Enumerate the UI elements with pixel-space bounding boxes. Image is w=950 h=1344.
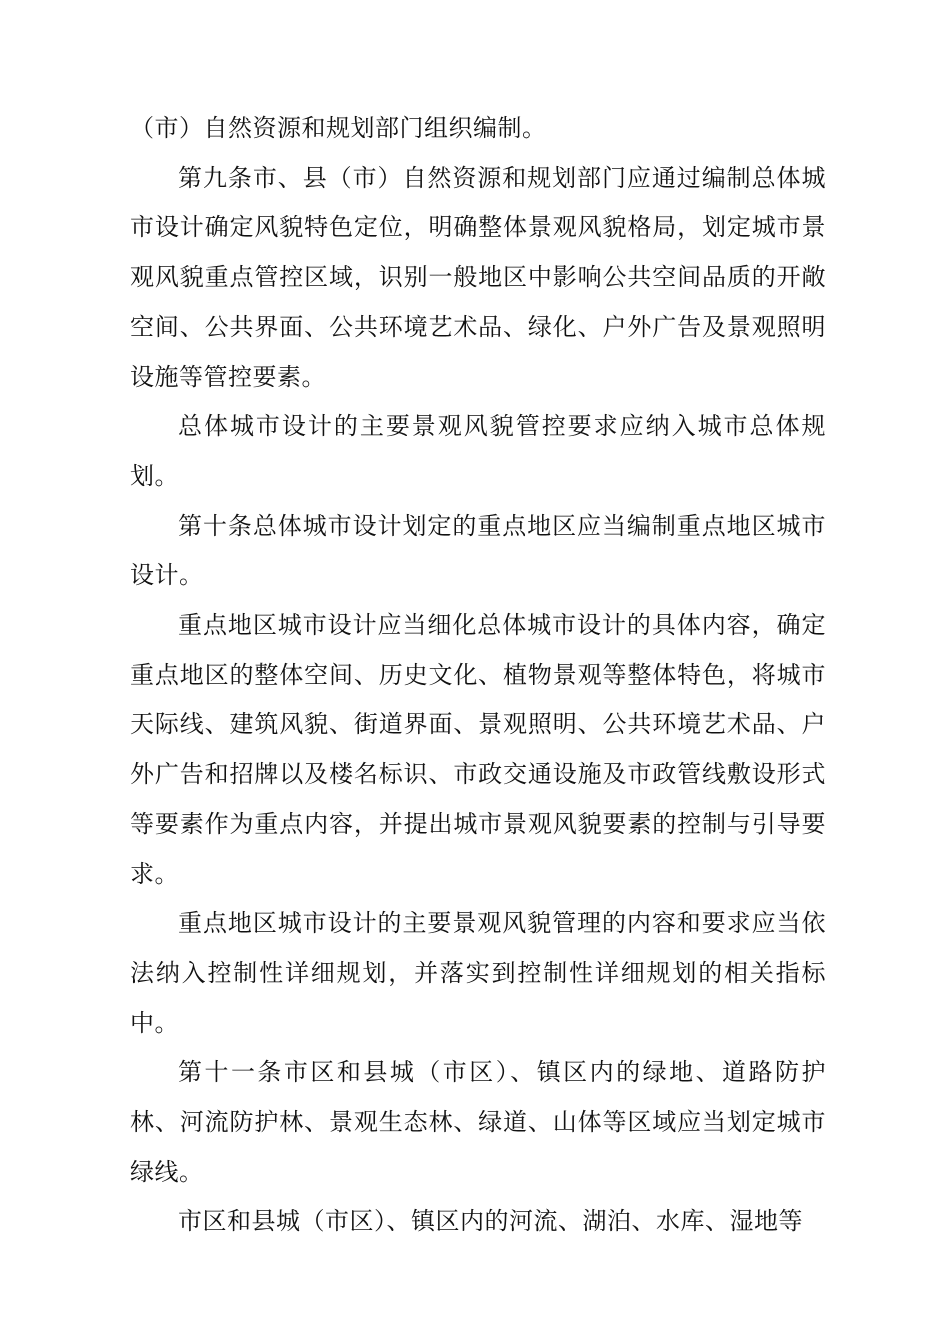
paragraph-continuation: （市）自然资源和规划部门组织编制。 [130, 114, 547, 142]
paragraph-article-11: 第十一条市区和县城（市区）、镇区内的绿地、道路防护林、河流防护林、景观生态林、绿道、山体等区域应当划定城市绿线。 [130, 1058, 826, 1186]
paragraph-key-area-design-content: 重点地区城市设计应当细化总体城市设计的具体内容，确定重点地区的整体空间、历史文化、植物景观等整体特色，将城市天际线、建筑风貌、街道界面、景观照明、公共环境艺术品、户外广告和招牌以及楼名标识、市政交通设施及市政管线敷设形式等要素作为重点内容，并提出城市景观风貌要素的控制与引导要求。 [130, 611, 826, 888]
paragraph-article-10: 第十条总体城市设计划定的重点地区应当编制重点地区城市设计。 [130, 511, 826, 590]
paragraph-article-9: 第九条市、县（市）自然资源和规划部门应通过编制总体城市设计确定风貌特色定位，明确整体景观风貌格局，划定城市景观风貌重点管控区域，识别一般地区中影响公共空间品质的开敞空间、公共界面、公共环境艺术品、绿化、户外广告及景观照明设施等管控要素。 [130, 163, 826, 391]
paragraph-overall-design-requirement: 总体城市设计的主要景观风貌管控要求应纳入城市总体规划。 [130, 412, 826, 490]
paragraph-key-area-design-management: 重点地区城市设计的主要景观风貌管理的内容和要求应当依法纳入控制性详细规划，并落实到控制性详细规划的相关指标中。 [130, 909, 826, 1037]
paragraph-water-areas: 市区和县城（市区）、镇区内的河流、湖泊、水库、湿地等 [178, 1207, 803, 1236]
document-body [130, 104, 826, 1247]
